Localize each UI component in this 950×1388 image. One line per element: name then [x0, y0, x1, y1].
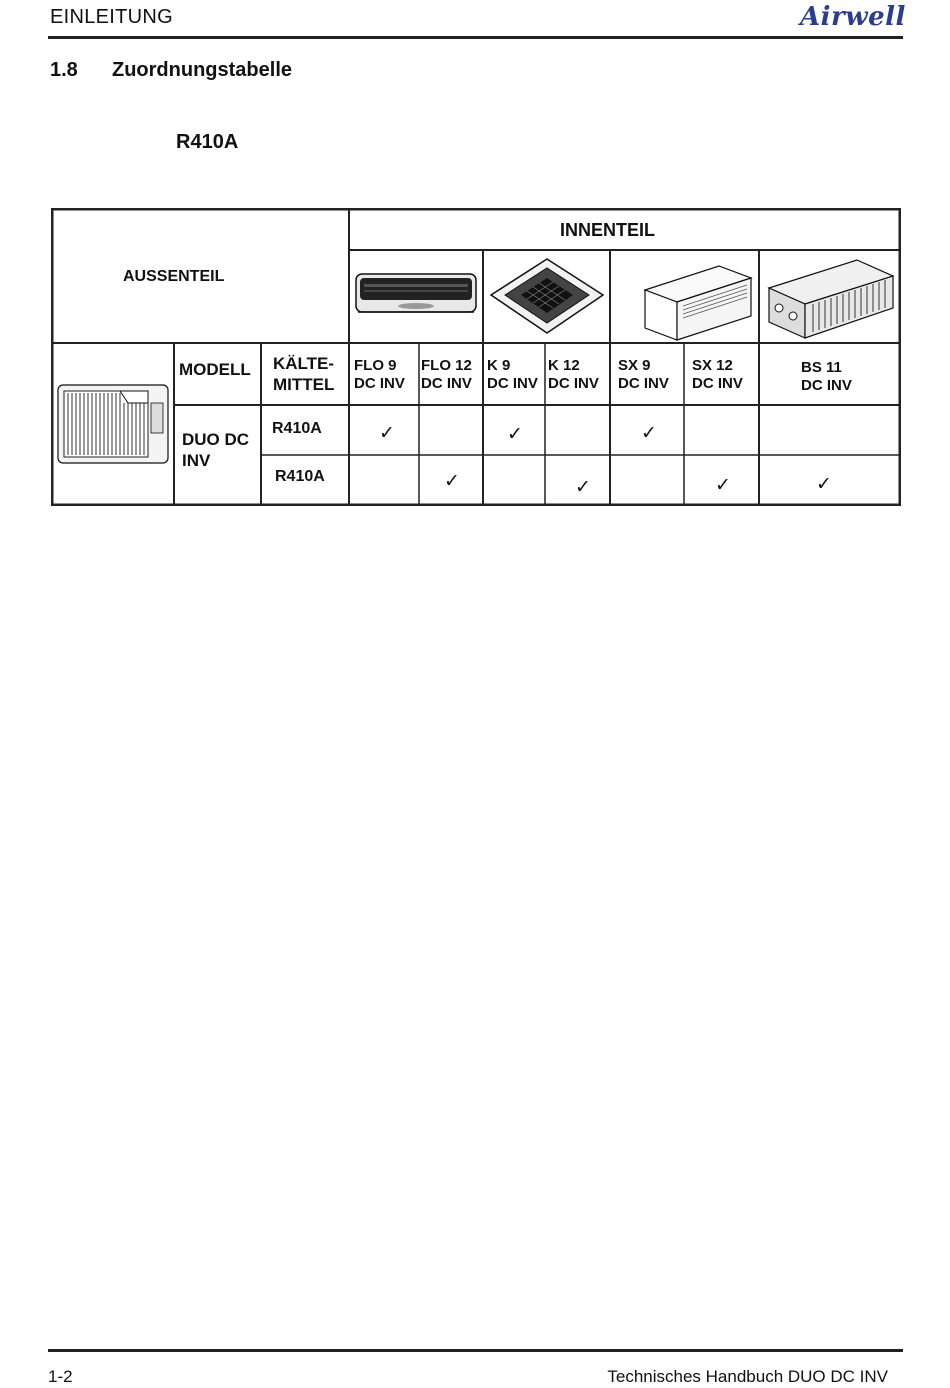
column-header-sub: DC INV — [548, 375, 599, 392]
compatibility-check-mark: ✓ — [641, 422, 657, 444]
refrigerant-subheading: R410A — [176, 131, 239, 153]
compatibility-check-mark: ✓ — [816, 473, 832, 495]
column-header-name: BS 11 — [801, 359, 842, 376]
compatibility-check-mark: ✓ — [715, 474, 731, 496]
outdoor-unit-icon — [56, 381, 172, 467]
assignment-table — [51, 208, 901, 506]
floor-console-unit-icon — [639, 260, 757, 342]
column-header-sub: DC INV — [692, 375, 743, 392]
column-header-name: FLO 9 — [354, 357, 397, 374]
column-header-name: SX 9 — [618, 357, 651, 374]
column-header-sub: DC INV — [421, 375, 472, 392]
refrigerant-header-line2: MITTEL — [273, 375, 335, 394]
table-grid — [51, 208, 901, 506]
column-header-name: K 9 — [487, 357, 511, 374]
compatibility-check-mark: ✓ — [444, 470, 460, 492]
row-refrigerant: R410A — [275, 468, 325, 485]
row-refrigerant: R410A — [272, 420, 322, 437]
wall-mounted-unit-icon — [354, 266, 478, 322]
cassette-unit-icon — [487, 255, 607, 337]
column-header-name: SX 12 — [692, 357, 733, 374]
outdoor-unit-label: AUSSENTEIL — [123, 268, 225, 285]
indoor-unit-label: INNENTEIL — [560, 220, 656, 240]
model-header: MODELL — [179, 360, 251, 379]
column-header-sub: DC INV — [354, 375, 405, 392]
section-number: 1.8 — [50, 59, 78, 81]
footer-document-title: Technisches Handbuch DUO DC INV — [607, 1367, 888, 1386]
ducted-unit-icon — [763, 254, 897, 340]
column-header-name: FLO 12 — [421, 357, 472, 374]
column-header-sub: DC INV — [618, 375, 669, 392]
header-divider — [48, 36, 903, 39]
column-header-sub: DC INV — [801, 377, 852, 394]
section-title: Zuordnungstabelle — [112, 59, 292, 81]
refrigerant-header-line1: KÄLTE- — [273, 354, 335, 373]
footer-divider — [48, 1349, 903, 1352]
brand-logo: Airwell — [800, 2, 906, 32]
compatibility-check-mark: ✓ — [575, 476, 591, 498]
model-name-line1: DUO DC — [182, 430, 250, 449]
compatibility-check-mark: ✓ — [507, 423, 523, 445]
column-header-sub: DC INV — [487, 375, 538, 392]
compatibility-check-mark: ✓ — [379, 422, 395, 444]
model-name-line2: INV — [182, 451, 211, 470]
page-number: 1-2 — [48, 1367, 73, 1386]
header-section-title: EINLEITUNG — [50, 6, 174, 28]
column-header-name: K 12 — [548, 357, 580, 374]
